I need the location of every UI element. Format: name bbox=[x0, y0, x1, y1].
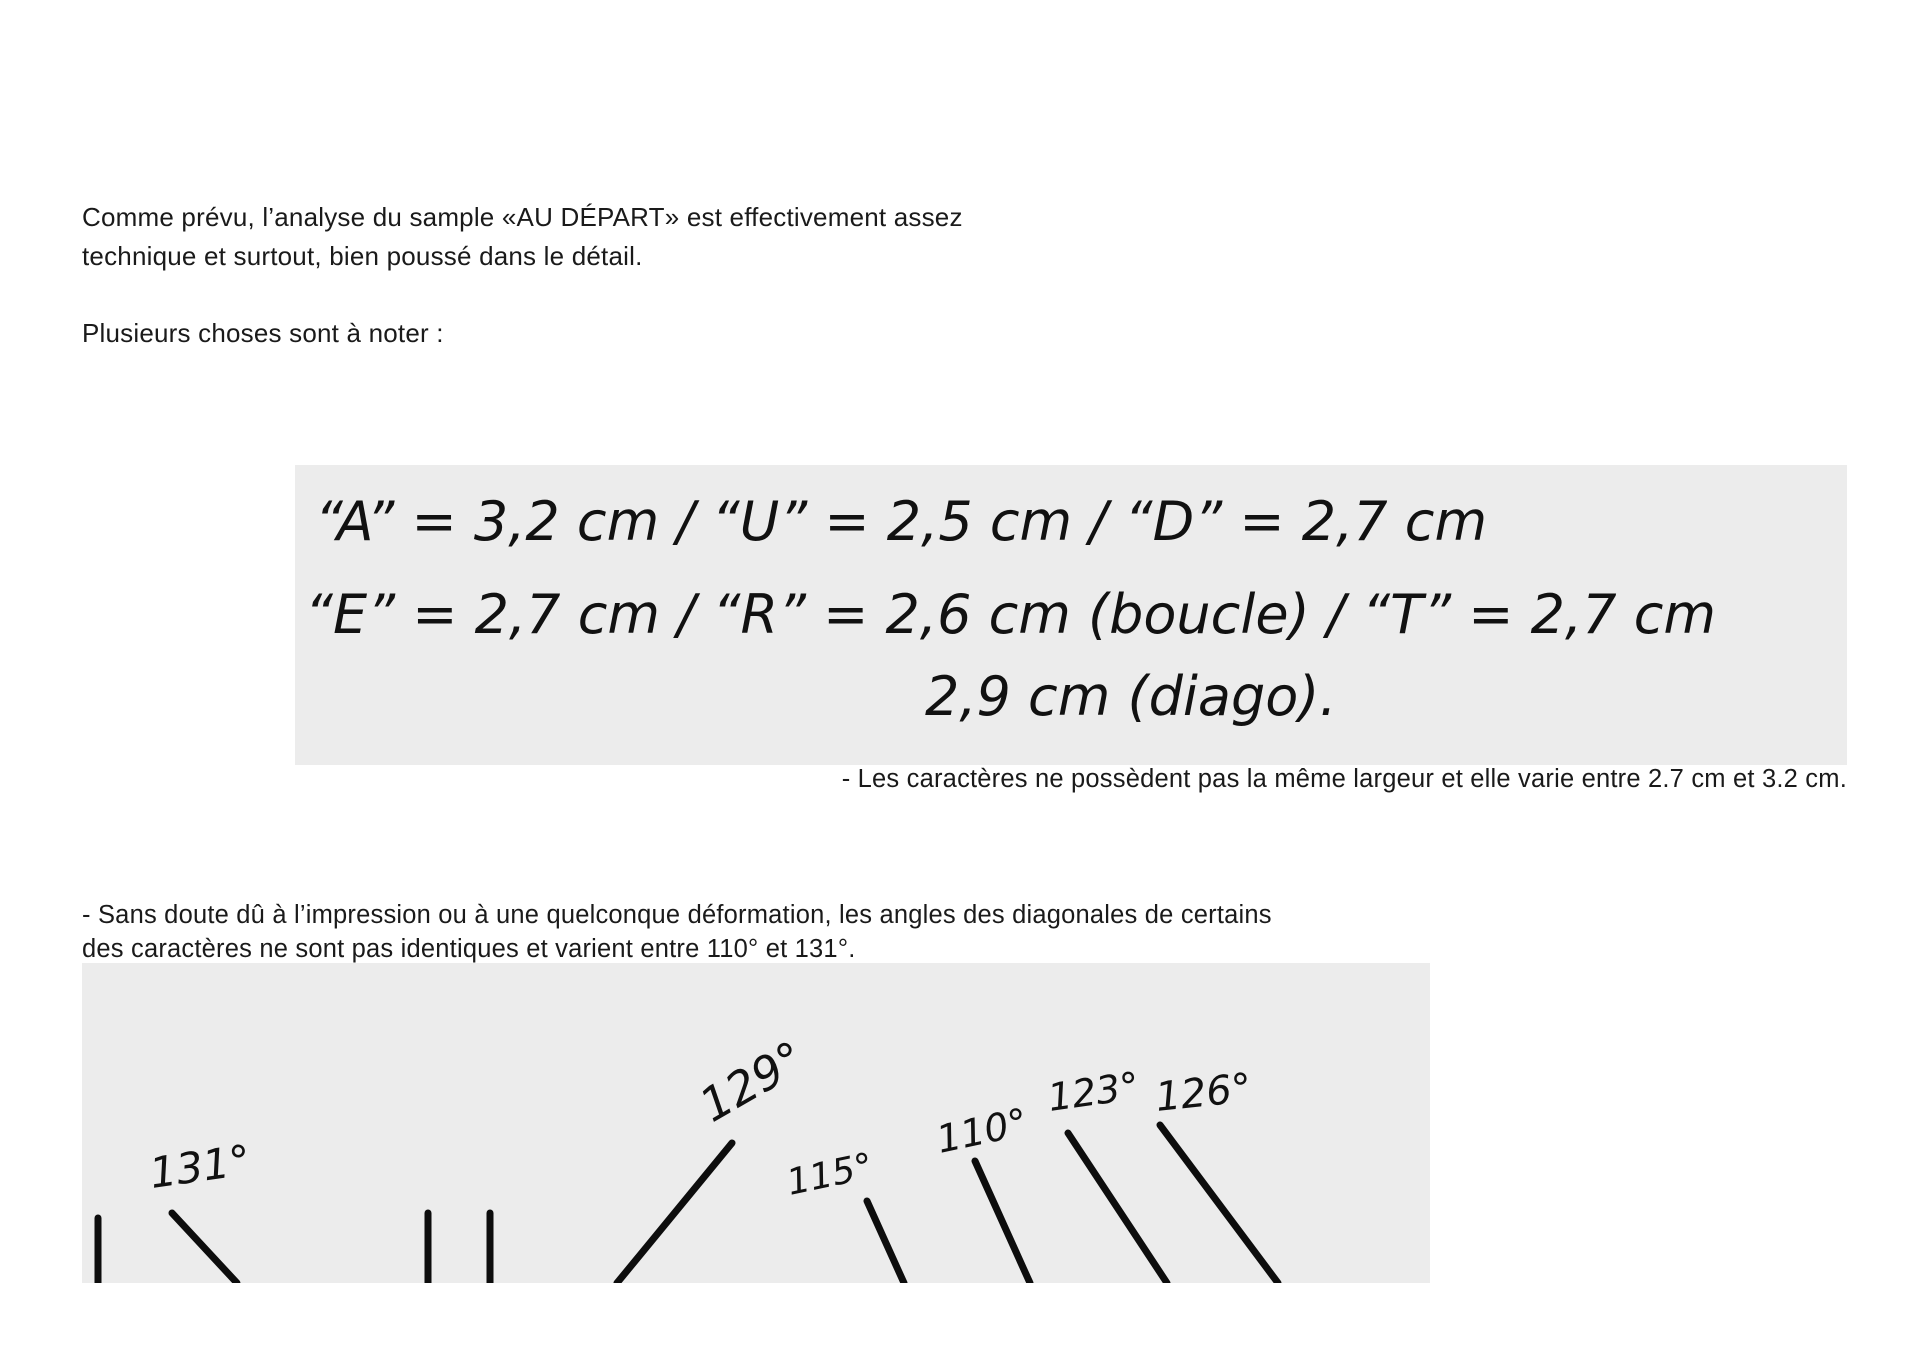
handwritten-measurements-photo bbox=[295, 465, 1847, 765]
diagonal-stroke-129 bbox=[617, 1143, 732, 1283]
angle-note-line-1: - Sans doute dû à l’impression ou à une quelconque déformation, les angles des diagonales de certains bbox=[82, 901, 1272, 929]
angle-label-126: 126° bbox=[1153, 1065, 1254, 1121]
diagonal-stroke-131 bbox=[172, 1213, 237, 1283]
diagonal-stroke-110 bbox=[975, 1161, 1030, 1283]
angle-label-129: 129° bbox=[690, 1030, 814, 1133]
measurement-line-2: “E” = 2,7 cm / “R” = 2,6 cm (boucle) / “T” = 2,7 cm bbox=[305, 583, 1717, 646]
width-caption: - Les caractères ne possèdent pas la même largeur et elle varie entre 2.7 cm et 3.2 cm. bbox=[841, 765, 1847, 793]
measurement-line-3: 2,9 cm (diago). bbox=[925, 665, 1337, 728]
angle-note-line-2: des caractères ne sont pas identiques et varient entre 110° et 131°. bbox=[82, 935, 856, 963]
diagonal-stroke-126 bbox=[1160, 1125, 1278, 1283]
angle-label-115: 115° bbox=[783, 1145, 877, 1204]
angle-label-131: 131° bbox=[146, 1135, 254, 1198]
handwritten-angles-photo bbox=[82, 963, 1430, 1283]
intro-line-1: Comme prévu, l’analyse du sample «AU DÉPART» est effectivement assez bbox=[82, 202, 963, 232]
angle-label-110: 110° bbox=[932, 1099, 1032, 1162]
angle-note-paragraph bbox=[82, 898, 1272, 966]
diagonal-stroke-123 bbox=[1068, 1133, 1167, 1283]
intro-paragraph bbox=[82, 198, 963, 276]
measurement-line-1: “A” = 3,2 cm / “U” = 2,5 cm / “D” = 2,7 cm bbox=[315, 490, 1488, 553]
notes-heading: Plusieurs choses sont à noter : bbox=[82, 318, 444, 348]
diagonal-stroke-115 bbox=[867, 1201, 904, 1283]
intro-line-2: technique et surtout, bien poussé dans le détail. bbox=[82, 241, 643, 271]
angle-label-123: 123° bbox=[1045, 1063, 1142, 1120]
